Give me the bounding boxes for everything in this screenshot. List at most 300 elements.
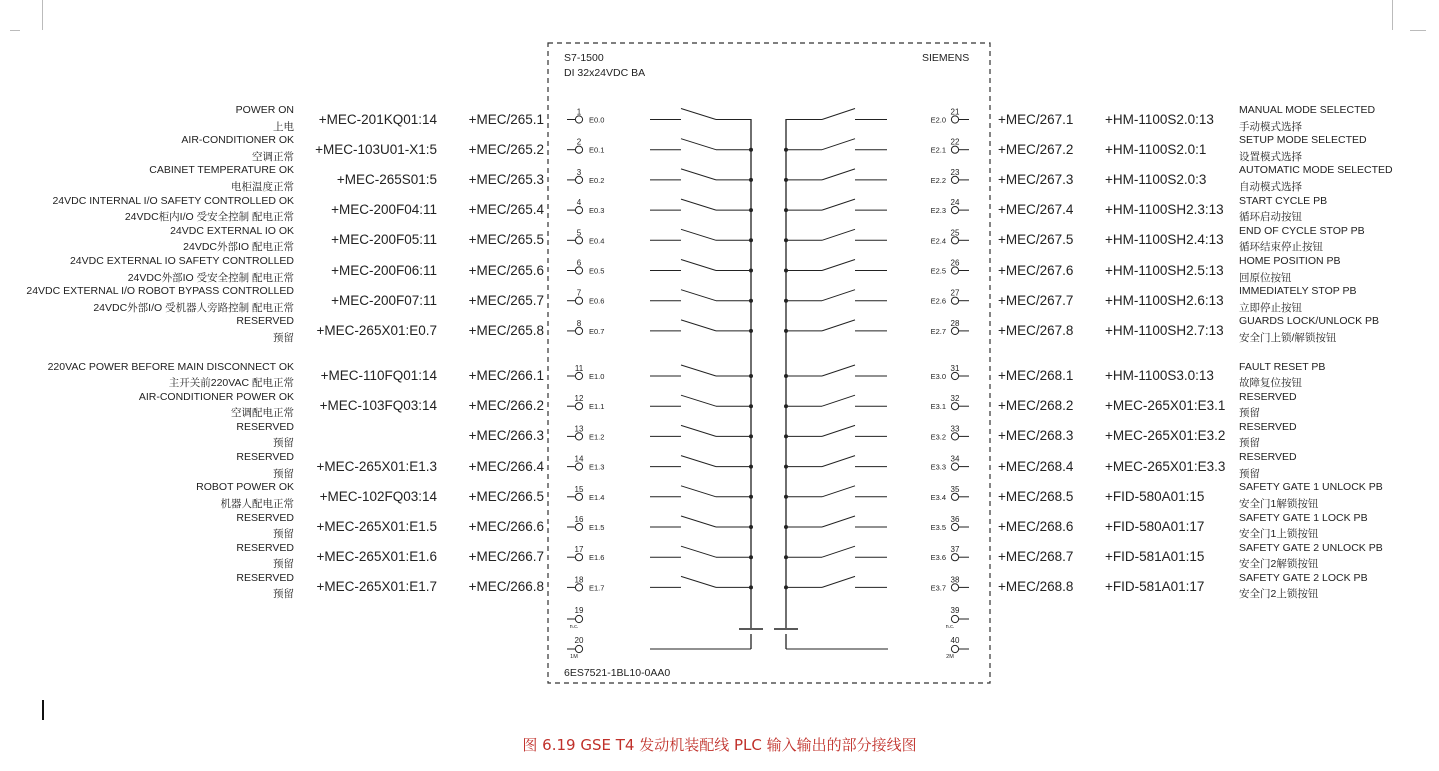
input-address: E3.3 <box>930 462 946 472</box>
signal-label-cn: 自动模式选择 <box>1239 180 1302 193</box>
bus-junction-dot <box>749 555 753 559</box>
input-address: E0.0 <box>589 115 605 125</box>
signal-label-en: RESERVED <box>236 541 294 554</box>
wire-number: +MEC/267.1 <box>998 111 1074 127</box>
module-frame <box>548 43 990 683</box>
signal-label-en: MANUAL MODE SELECTED <box>1239 104 1376 116</box>
signal-label-cn: 安全门2解锁按钮 <box>1239 558 1319 571</box>
signal-label-cn: 预留 <box>273 528 294 540</box>
input-address: E2.1 <box>930 145 946 155</box>
switch-contact <box>822 199 855 210</box>
wire-number: +MEC/265.4 <box>468 202 544 218</box>
device-terminal: +HM-1100SH2.7:13 <box>1105 322 1224 338</box>
signal-label-en: RESERVED <box>236 420 294 433</box>
signal-label-cn: 上电 <box>273 120 294 133</box>
signal-label-cn: 空调正常 <box>252 150 294 163</box>
bus-junction-dot <box>749 329 753 333</box>
terminal-number: 3 <box>576 167 582 177</box>
switch-contact <box>822 546 855 557</box>
input-address: E2.5 <box>930 266 946 276</box>
terminal-circle <box>951 463 958 470</box>
terminal-number: 16 <box>574 515 584 524</box>
device-terminal: +MEC-265S01:5 <box>336 171 437 187</box>
device-terminal: +HM-1100S2.0:1 <box>1105 141 1207 157</box>
input-address: E3.6 <box>930 553 946 563</box>
input-address: E1.7 <box>589 583 605 593</box>
terminal-circle <box>575 645 582 652</box>
switch-contact <box>681 169 716 180</box>
device-terminal: +MEC-102FQ03:14 <box>319 488 437 504</box>
switch-contact <box>681 546 716 557</box>
device-terminal: +MEC-103U01-X1:5 <box>315 141 437 157</box>
bus-junction-dot <box>784 495 788 499</box>
terminal-number: 4 <box>576 198 582 208</box>
terminal-number: 17 <box>574 545 584 555</box>
signal-label-en: SETUP MODE SELECTED <box>1239 134 1367 147</box>
wire-number: +MEC/267.5 <box>998 232 1074 248</box>
wire-number: +MEC/265.8 <box>468 322 544 338</box>
signal-label-en: AIR-CONDITIONER POWER OK <box>138 390 294 403</box>
terminal-number: 15 <box>574 484 584 494</box>
switch-contact <box>822 109 855 120</box>
input-address: E0.7 <box>589 326 605 336</box>
terminal-number: 24 <box>950 198 960 208</box>
device-terminal: +MEC-103FQ03:14 <box>319 398 437 414</box>
device-terminal: +MEC-265X01:E3.2 <box>1105 428 1226 444</box>
terminal-number: 19 <box>574 606 584 615</box>
terminal-number: 8 <box>576 318 582 328</box>
switch-contact <box>681 486 716 497</box>
signal-label-cn: 安全门上锁/解锁按钮 <box>1239 331 1337 344</box>
terminal-circle <box>575 615 582 622</box>
switch-contact <box>681 229 716 240</box>
input-address: E0.3 <box>589 206 605 216</box>
input-address: E1.4 <box>589 492 605 502</box>
wire-number: +MEC/268.8 <box>998 579 1074 595</box>
terminal-number: 6 <box>576 258 582 268</box>
bus-junction-dot <box>749 299 753 303</box>
input-address: E1.2 <box>589 432 605 442</box>
terminal-circle <box>575 116 582 123</box>
signal-label-en: 24VDC EXTERNAL IO SAFETY CONTROLLED <box>69 255 294 267</box>
bus-junction-dot <box>784 178 788 182</box>
input-address: E0.6 <box>589 296 605 306</box>
input-address: E2.3 <box>930 206 946 216</box>
wire-number: +MEC/268.3 <box>998 428 1074 444</box>
device-terminal: +MEC-110FQ01:14 <box>320 368 437 383</box>
wire-number: +MEC/266.5 <box>468 488 544 504</box>
bus-junction-dot <box>749 208 753 212</box>
device-terminal: +HM-1100SH2.5:13 <box>1105 262 1224 278</box>
terminal-circle <box>951 116 958 123</box>
signal-label-en: SAFETY GATE 2 UNLOCK PB <box>1239 541 1383 554</box>
signal-label-en: RESERVED <box>236 511 294 524</box>
terminal-number: 7 <box>576 288 582 298</box>
switch-contact <box>822 365 855 376</box>
device-terminal: +MEC-200F06:11 <box>331 262 437 278</box>
terminal-number: 36 <box>950 515 960 524</box>
terminal-number: 22 <box>950 137 960 147</box>
input-address: E0.1 <box>589 145 605 155</box>
terminal-circle <box>575 433 582 440</box>
bus-junction-dot <box>784 269 788 273</box>
signal-label-en: POWER ON <box>235 104 294 116</box>
module-name: S7-1500 <box>564 52 604 64</box>
terminal-function-label: 1M <box>570 654 578 660</box>
bus-junction-dot <box>784 525 788 529</box>
module-type: DI 32x24VDC BA <box>564 67 646 79</box>
signal-label-en: 24VDC INTERNAL I/O SAFETY CONTROLLED OK <box>52 194 294 207</box>
terminal-circle <box>951 267 958 274</box>
device-terminal: +MEC-265X01:E1.6 <box>316 549 437 565</box>
device-terminal: +MEC-265X01:E1.5 <box>316 519 437 534</box>
input-address: E0.4 <box>589 236 605 246</box>
signal-label-en: AIR-CONDITIONER OK <box>181 134 294 147</box>
terminal-function-label: n.c. <box>945 624 955 630</box>
input-address: E0.2 <box>589 175 605 185</box>
terminal-circle <box>951 146 958 153</box>
switch-contact <box>681 425 716 436</box>
signal-label-en: CABINET TEMPERATURE OK <box>149 164 294 177</box>
switch-contact <box>822 139 855 150</box>
signal-label-cn: 预留 <box>273 558 294 571</box>
input-address: E1.5 <box>589 523 605 532</box>
signal-label-en: SAFETY GATE 2 LOCK PB <box>1239 571 1368 584</box>
terminal-circle <box>575 584 582 591</box>
wire-number: +MEC/267.8 <box>998 322 1074 338</box>
device-terminal: +HM-1100S2.0:3 <box>1105 171 1207 187</box>
signal-label-en: GUARDS LOCK/UNLOCK PB <box>1239 315 1380 328</box>
signal-label-en: AUTOMATIC MODE SELECTED <box>1239 164 1393 177</box>
terminal-number: 38 <box>950 575 960 585</box>
terminal-circle <box>575 523 582 530</box>
signal-label-cn: 预留 <box>273 437 294 450</box>
device-terminal: +MEC-200F04:11 <box>331 202 437 218</box>
switch-contact <box>822 290 855 301</box>
switch-contact <box>681 199 716 210</box>
input-address: E3.1 <box>930 402 946 412</box>
signal-label-cn: 电柜温度正常 <box>231 180 294 193</box>
signal-label-en: RESERVED <box>236 451 294 464</box>
terminal-circle <box>575 463 582 470</box>
input-address: E1.3 <box>589 462 605 472</box>
terminal-function-label: n.c. <box>569 624 579 630</box>
terminal-circle <box>951 493 958 500</box>
bus-junction-dot <box>784 208 788 212</box>
wire-number: +MEC/268.6 <box>998 519 1074 534</box>
wire-number: +MEC/268.1 <box>998 368 1074 383</box>
signal-label-cn: 安全门1上锁按钮 <box>1239 528 1319 540</box>
signal-label-cn: 主开关前220VAC 配电正常 <box>168 377 294 389</box>
terminal-number: 34 <box>950 454 960 464</box>
bus-junction-dot <box>784 299 788 303</box>
input-address: E3.7 <box>930 583 946 593</box>
bus-junction-dot <box>749 525 753 529</box>
device-terminal: +FID-580A01:17 <box>1105 519 1205 534</box>
signal-label-en: 24VDC EXTERNAL I/O ROBOT BYPASS CONTROLLED <box>26 285 294 298</box>
switch-contact <box>822 486 855 497</box>
switch-contact <box>822 395 855 406</box>
wire-number: +MEC/265.1 <box>468 111 544 127</box>
terminal-number: 25 <box>950 228 960 238</box>
bus-junction-dot <box>784 329 788 333</box>
signal-label-cn: 预留 <box>1239 407 1260 420</box>
terminal-number: 40 <box>950 636 960 645</box>
bus-junction-dot <box>749 404 753 408</box>
switch-contact <box>681 109 716 120</box>
wire-number: +MEC/266.4 <box>468 458 544 474</box>
terminal-number: 14 <box>574 454 584 464</box>
device-terminal: +MEC-265X01:E1.3 <box>316 458 437 474</box>
wire-number: +MEC/268.2 <box>998 398 1074 414</box>
terminal-circle <box>951 297 958 304</box>
terminal-circle <box>951 372 958 379</box>
switch-contact <box>681 395 716 406</box>
signal-label-cn: 空调配电正常 <box>231 407 294 420</box>
device-terminal: +MEC-265X01:E1.7 <box>316 579 437 595</box>
wire-number: +MEC/268.4 <box>998 458 1074 474</box>
signal-label-cn: 预留 <box>273 331 294 344</box>
terminal-number: 31 <box>950 364 960 373</box>
switch-contact <box>681 365 716 376</box>
switch-contact <box>681 260 716 271</box>
bus-junction-dot <box>784 404 788 408</box>
wire-number: +MEC/266.7 <box>468 549 544 565</box>
terminal-circle <box>951 554 958 561</box>
terminal-number: 27 <box>950 288 960 298</box>
switch-contact <box>822 229 855 240</box>
device-terminal: +HM-1100S3.0:13 <box>1105 368 1214 383</box>
bus-junction-dot <box>749 585 753 589</box>
wire-number: +MEC/265.2 <box>468 141 544 157</box>
terminal-number: 32 <box>950 394 960 404</box>
device-terminal: +MEC-265X01:E0.7 <box>316 322 437 338</box>
terminal-circle <box>575 493 582 500</box>
signal-label-cn: 24VDC外部IO 配电正常 <box>183 241 294 254</box>
terminal-circle <box>951 237 958 244</box>
device-terminal: +FID-580A01:15 <box>1105 488 1205 504</box>
input-address: E1.0 <box>589 372 605 381</box>
text-cursor <box>42 700 44 720</box>
wire-number: +MEC/265.5 <box>468 232 544 248</box>
signal-label-en: SAFETY GATE 1 LOCK PB <box>1239 511 1368 524</box>
signal-label-en: RESERVED <box>236 571 294 584</box>
terminal-circle <box>575 146 582 153</box>
wire-number: +MEC/265.6 <box>468 262 544 278</box>
module-brand: SIEMENS <box>922 52 970 64</box>
switch-contact <box>681 290 716 301</box>
module-part-number: 6ES7521-1BL10-0AA0 <box>564 667 671 679</box>
signal-label-cn: 24VDC外部IO 受安全控制 配电正常 <box>127 271 294 284</box>
device-terminal: +HM-1100SH2.4:13 <box>1105 232 1224 248</box>
input-address: E0.5 <box>589 266 605 276</box>
terminal-number: 20 <box>574 636 584 645</box>
bus-junction-dot <box>749 465 753 469</box>
device-terminal: +MEC-265X01:E3.3 <box>1105 458 1226 474</box>
signal-label-cn: 24VDC柜内I/O 受安全控制 配电正常 <box>124 211 294 224</box>
device-terminal: +FID-581A01:15 <box>1105 549 1205 565</box>
terminal-circle <box>575 554 582 561</box>
wire-number: +MEC/266.2 <box>468 398 544 414</box>
device-terminal: +HM-1100SH2.6:13 <box>1105 292 1224 308</box>
signal-label-cn: 预留 <box>1239 437 1260 450</box>
bus-junction-dot <box>784 465 788 469</box>
signal-label-cn: 回原位按钮 <box>1239 271 1292 284</box>
device-terminal: +MEC-265X01:E3.1 <box>1105 398 1226 414</box>
signal-label-en: FAULT RESET PB <box>1239 360 1326 373</box>
signal-label-cn: 安全门1解锁按钮 <box>1239 497 1319 510</box>
terminal-circle <box>951 584 958 591</box>
terminal-circle <box>575 403 582 410</box>
terminal-number: 18 <box>574 575 584 585</box>
switch-contact <box>681 320 716 331</box>
wire-number: +MEC/265.7 <box>468 292 544 308</box>
signal-label-cn: 故障复位按钮 <box>1239 377 1302 389</box>
signal-label-en: END OF CYCLE STOP PB <box>1239 224 1365 237</box>
wire-number: +MEC/267.6 <box>998 262 1074 278</box>
terminal-number: 39 <box>950 606 960 615</box>
terminal-circle <box>951 615 958 622</box>
terminal-circle <box>575 207 582 214</box>
signal-label-cn: 机器人配电正常 <box>220 497 294 510</box>
signal-label-cn: 循环启动按钮 <box>1239 211 1302 224</box>
terminal-number: 37 <box>950 545 960 555</box>
wire-number: +MEC/267.2 <box>998 141 1074 157</box>
bus-junction-dot <box>784 238 788 242</box>
switch-contact <box>822 260 855 271</box>
terminal-number: 11 <box>574 364 584 373</box>
switch-contact <box>822 456 855 467</box>
input-address: E2.7 <box>930 326 946 336</box>
terminal-circle <box>575 176 582 183</box>
wire-number: +MEC/268.7 <box>998 549 1074 565</box>
input-address: E3.4 <box>930 492 946 502</box>
wire-number: +MEC/266.6 <box>468 519 544 534</box>
switch-contact <box>822 320 855 331</box>
bus-junction-dot <box>749 178 753 182</box>
signal-label-en: IMMEDIATELY STOP PB <box>1239 285 1357 298</box>
switch-contact <box>822 425 855 436</box>
signal-label-cn: 手动模式选择 <box>1239 120 1302 133</box>
terminal-circle <box>951 403 958 410</box>
wire-number: +MEC/266.1 <box>468 368 544 383</box>
terminal-circle <box>951 176 958 183</box>
wire-number: +MEC/267.4 <box>998 202 1074 218</box>
wire-number: +MEC/266.8 <box>468 579 544 595</box>
terminal-number: 2 <box>576 137 582 147</box>
bus-junction-dot <box>749 374 753 378</box>
switch-contact <box>822 516 855 527</box>
bus-junction-dot <box>784 374 788 378</box>
terminal-number: 35 <box>950 484 960 494</box>
signal-label-en: SAFETY GATE 1 UNLOCK PB <box>1239 481 1383 494</box>
input-address: E3.2 <box>930 432 946 442</box>
bus-junction-dot <box>784 434 788 438</box>
device-terminal: +HM-1100S2.0:13 <box>1105 111 1214 127</box>
switch-contact <box>681 456 716 467</box>
input-address: E2.4 <box>930 236 946 246</box>
terminal-circle <box>951 207 958 214</box>
input-address: E2.6 <box>930 296 946 306</box>
bus-junction-dot <box>784 148 788 152</box>
wire-number: +MEC/266.3 <box>468 428 544 444</box>
terminal-number: 23 <box>950 167 960 177</box>
terminal-number: 33 <box>950 424 960 434</box>
terminal-circle <box>951 645 958 652</box>
input-address: E1.6 <box>589 553 605 563</box>
device-terminal: +HM-1100SH2.3:13 <box>1105 202 1224 218</box>
signal-label-en: RESERVED <box>1239 390 1297 403</box>
signal-label-cn: 预留 <box>1239 467 1260 480</box>
terminal-number: 12 <box>574 394 584 404</box>
wire-number: +MEC/267.7 <box>998 292 1074 308</box>
input-address: E3.0 <box>930 372 946 381</box>
signal-label-en: RESERVED <box>1239 451 1297 464</box>
device-terminal: +MEC-200F05:11 <box>331 232 437 248</box>
device-terminal: +MEC-201KQ01:14 <box>318 111 437 127</box>
switch-contact <box>681 516 716 527</box>
signal-label-cn: 预留 <box>273 467 294 480</box>
terminal-function-label: 2M <box>946 654 954 660</box>
signal-label-en: 24VDC EXTERNAL IO OK <box>170 224 294 237</box>
switch-contact <box>822 576 855 587</box>
signal-label-en: HOME POSITION PB <box>1239 255 1341 267</box>
switch-contact <box>681 576 716 587</box>
wire-number: +MEC/265.3 <box>468 171 544 187</box>
signal-label-cn: 安全门2上锁按钮 <box>1239 588 1319 601</box>
terminal-circle <box>951 327 958 334</box>
input-address: E3.5 <box>930 523 946 532</box>
terminal-number: 13 <box>574 424 584 434</box>
input-address: E1.1 <box>589 402 605 412</box>
terminal-circle <box>575 327 582 334</box>
signal-label-en: START CYCLE PB <box>1239 194 1328 207</box>
signal-label-en: ROBOT POWER OK <box>196 481 294 494</box>
input-address: E2.2 <box>930 175 946 185</box>
terminal-circle <box>951 523 958 530</box>
signal-label-en: RESERVED <box>236 315 294 328</box>
bus-junction-dot <box>749 434 753 438</box>
wire-number: +MEC/267.3 <box>998 171 1074 187</box>
terminal-circle <box>951 433 958 440</box>
signal-label-cn: 立即停止按钮 <box>1239 301 1302 314</box>
terminal-number: 21 <box>950 107 960 117</box>
input-address: E2.0 <box>930 115 946 125</box>
signal-label-en: 220VAC POWER BEFORE MAIN DISCONNECT OK <box>47 360 294 373</box>
bus-junction-dot <box>749 238 753 242</box>
figure-caption: 图 6.19 GSE T4 发动机装配线 PLC 输入输出的部分接线图 <box>522 736 917 754</box>
switch-contact <box>822 169 855 180</box>
device-terminal: +MEC-200F07:11 <box>331 292 437 308</box>
device-terminal: +FID-581A01:17 <box>1105 579 1205 595</box>
terminal-number: 5 <box>576 228 582 238</box>
bus-junction-dot <box>749 148 753 152</box>
bus-junction-dot <box>749 495 753 499</box>
terminal-circle <box>575 297 582 304</box>
switch-contact <box>681 139 716 150</box>
wire-number: +MEC/268.5 <box>998 488 1074 504</box>
signal-label-cn: 预留 <box>273 588 294 601</box>
signal-label-cn: 设置模式选择 <box>1239 150 1302 163</box>
terminal-number: 28 <box>950 318 960 328</box>
signal-label-en: RESERVED <box>1239 420 1297 433</box>
terminal-circle <box>575 372 582 379</box>
bus-junction-dot <box>749 269 753 273</box>
signal-label-cn: 24VDC外部I/O 受机器人旁路控制 配电正常 <box>93 301 294 314</box>
terminal-number: 26 <box>950 258 960 268</box>
signal-label-cn: 循环结束停止按钮 <box>1239 241 1323 254</box>
bus-junction-dot <box>784 585 788 589</box>
